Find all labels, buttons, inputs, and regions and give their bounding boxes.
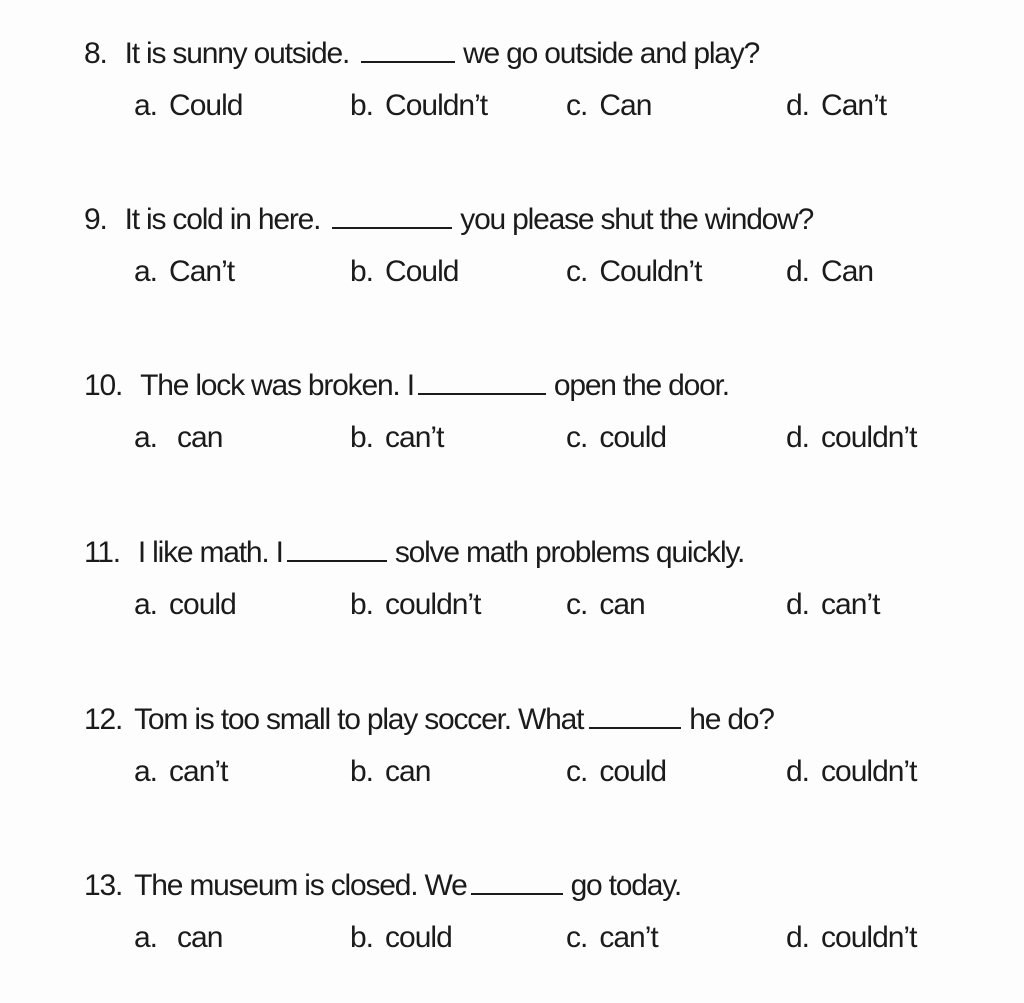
option-letter: c.: [566, 89, 588, 122]
option-letter: a.: [134, 89, 158, 122]
option-b: [350, 752, 430, 792]
question-text-before: I like math. I: [137, 536, 283, 569]
option-b: [350, 585, 480, 625]
question-text-before: The museum is closed. We: [134, 869, 467, 902]
option-b: [350, 252, 458, 292]
option-letter: d.: [786, 255, 810, 288]
option-text: can: [599, 588, 645, 621]
question-number: 13.: [84, 869, 123, 902]
option-text: can’t: [599, 921, 658, 954]
option-text: can: [177, 921, 223, 954]
question-10: [0, 366, 1024, 496]
question-text-before: It is sunny outside.: [124, 37, 350, 70]
option-d: [786, 252, 873, 292]
option-c: [566, 752, 666, 792]
answer-blank: [287, 534, 387, 562]
question-text-after: solve math problems quickly.: [394, 536, 745, 569]
answer-blank: [361, 35, 455, 63]
option-text: couldn’t: [821, 421, 917, 454]
option-letter: d.: [786, 421, 810, 454]
option-c: [566, 418, 666, 458]
option-letter: c.: [566, 921, 588, 954]
option-b: [350, 918, 452, 958]
option-c: [566, 918, 658, 958]
option-text: could: [169, 588, 236, 621]
option-letter: a.: [134, 255, 158, 288]
option-text: Couldn’t: [599, 255, 702, 288]
question-number: 8.: [84, 37, 107, 70]
option-a: [134, 918, 222, 958]
option-letter: c.: [566, 255, 588, 288]
option-letter: c.: [566, 588, 588, 621]
option-letter: b.: [350, 588, 374, 621]
option-letter: b.: [350, 89, 374, 122]
option-d: [786, 752, 916, 792]
question-stem: [84, 366, 729, 406]
option-d: [786, 918, 916, 958]
option-a: [134, 252, 234, 292]
option-c: [566, 585, 645, 625]
question-text-after: he do?: [689, 703, 774, 736]
option-letter: b.: [350, 255, 374, 288]
option-text: Could: [169, 89, 243, 122]
question-stem: [84, 700, 774, 740]
question-number: 11.: [84, 536, 120, 569]
option-letter: a.: [134, 921, 158, 954]
option-letter: d.: [786, 921, 810, 954]
option-text: can: [385, 755, 431, 788]
option-text: could: [599, 755, 667, 788]
question-stem: [84, 866, 681, 906]
answer-blank: [471, 867, 563, 895]
answer-blank: [332, 201, 452, 229]
option-text: couldn’t: [821, 755, 917, 788]
question-12: [0, 700, 1024, 830]
option-text: couldn’t: [821, 921, 917, 954]
option-text: can’t: [169, 755, 228, 788]
option-letter: a.: [134, 755, 158, 788]
question-number: 10.: [84, 369, 123, 402]
answer-blank: [418, 367, 546, 395]
question-text-after: open the door.: [553, 369, 729, 402]
option-d: [786, 585, 879, 625]
question-11: [0, 533, 1024, 663]
question-stem: [84, 533, 744, 573]
option-c: [566, 86, 651, 126]
option-text: can: [177, 421, 223, 454]
option-letter: c.: [566, 421, 588, 454]
option-letter: d.: [786, 588, 810, 621]
question-8: [0, 34, 1024, 164]
option-a: [134, 752, 227, 792]
question-number: 12.: [84, 703, 123, 736]
option-text: Couldn’t: [385, 89, 488, 122]
option-text: could: [385, 921, 452, 954]
question-stem: [84, 34, 759, 74]
option-a: [134, 418, 222, 458]
question-13: [0, 866, 1024, 996]
option-letter: d.: [786, 755, 810, 788]
option-text: can’t: [385, 421, 444, 454]
option-d: [786, 418, 916, 458]
option-letter: b.: [350, 921, 374, 954]
question-text-after: you please shut the window?: [460, 203, 814, 236]
option-text: couldn’t: [385, 588, 481, 621]
option-text: could: [599, 421, 667, 454]
option-d: [786, 86, 886, 126]
option-letter: b.: [350, 755, 374, 788]
option-letter: c.: [566, 755, 588, 788]
question-text-before: It is cold in here.: [124, 203, 321, 236]
option-letter: d.: [786, 89, 810, 122]
question-text-after: go today.: [570, 869, 681, 902]
question-stem: [84, 200, 813, 240]
question-text-before: Tom is too small to play soccer. What: [134, 703, 584, 736]
option-c: [566, 252, 701, 292]
question-text-after: we go outside and play?: [463, 37, 760, 70]
option-a: [134, 585, 236, 625]
option-a: [134, 86, 242, 126]
option-letter: a.: [134, 588, 158, 621]
option-text: Can’t: [169, 255, 235, 288]
option-letter: b.: [350, 421, 374, 454]
option-b: [350, 418, 443, 458]
option-letter: a.: [134, 421, 158, 454]
option-text: Can: [599, 89, 652, 122]
question-9: [0, 200, 1024, 330]
question-number: 9.: [84, 203, 107, 236]
option-b: [350, 86, 487, 126]
option-text: can’t: [821, 588, 880, 621]
option-text: Can: [821, 255, 874, 288]
answer-blank: [589, 701, 681, 729]
option-text: Could: [385, 255, 459, 288]
option-text: Can’t: [821, 89, 887, 122]
question-text-before: The lock was broken. I: [140, 369, 414, 402]
